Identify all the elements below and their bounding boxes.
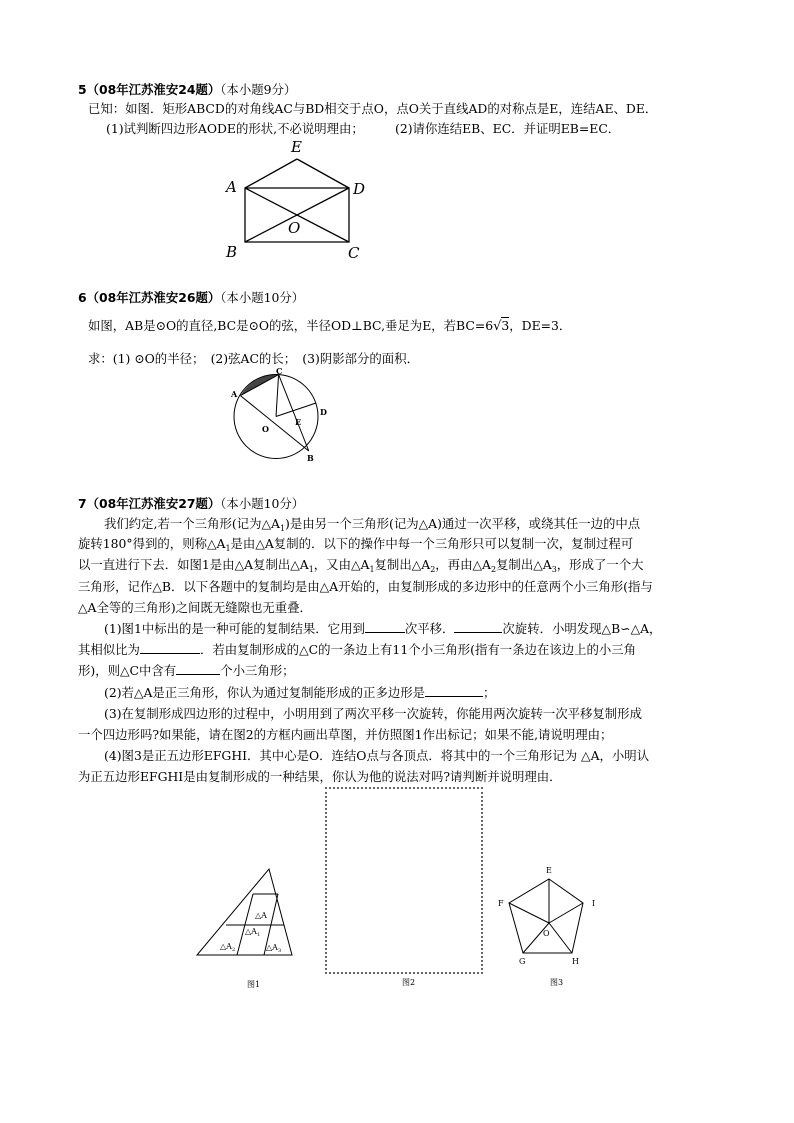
q6-label-b: B	[307, 453, 314, 463]
q7-s4-text: (2)若△A是正三角形，你认为通过复制能形成的正多边形是	[104, 685, 426, 700]
q6-heading-score: （本小题10分）	[220, 290, 305, 305]
q6-radius-od	[276, 403, 316, 417]
q5-part1: (1)试判断四边形AODE的形状,不必说明理由；	[106, 121, 364, 136]
fig3-oi	[549, 903, 583, 923]
q7-s1-text: (1)图1中标出的是一种可能的复制结果．它用到	[104, 621, 365, 636]
q5-label-e: E	[291, 138, 302, 156]
q7-s8: 为正五边形EFGHI是由复制形成的一种结果，你认为他的说法对吗?请判断并说明理由．	[78, 769, 562, 784]
fig3-of	[509, 903, 549, 923]
q7-p3-e: 复制出△A	[496, 557, 552, 572]
q7-p2-text: 旋转180°得到的，则称△A	[78, 536, 226, 551]
fig3-label-o: O	[543, 929, 550, 938]
q5-label-b: B	[226, 243, 238, 261]
q7-s2-tail: ．若由复制形成的△C的一条边上有11个小三角形(指有一条边在该边上的小三角	[199, 642, 637, 657]
q7-p3-sub4: 2	[490, 565, 497, 574]
q7-s1	[104, 619, 661, 638]
fig1-label-a3: $\triangle A_3$	[266, 943, 282, 954]
q7-figure1	[192, 855, 302, 995]
q7-s4	[104, 683, 495, 702]
q6-label-a: A	[231, 389, 238, 399]
q7-s4-tail: ；	[483, 685, 496, 700]
answer-blank-rotations[interactable]	[454, 620, 502, 633]
fig1-caption: 图1	[247, 980, 261, 989]
q7-heading-bold: 7（08年江苏淮安27题）	[78, 496, 221, 511]
q7-p3-sub2: 1	[369, 565, 375, 574]
q7-s6: 一个四边形吗?如果能，请在图2的方框内画出草图，并仿照图1作出标记；如果不能,请说明理由；	[78, 727, 613, 742]
q6-circle-figure	[222, 366, 342, 466]
fig3-oh	[549, 923, 572, 953]
q7-p3	[78, 555, 644, 576]
q7-p2-tail: 是由△A复制的．以下的操作中每一个三角形只可以复制一次，复制过程可	[230, 536, 634, 551]
q7-p3-sub3: 2	[430, 565, 436, 574]
answer-blank-ratio[interactable]	[140, 641, 200, 654]
q7-p5: △A全等的三角形)之间既无缝隙也无重叠．	[78, 600, 312, 615]
q7-p1	[104, 514, 640, 535]
fig3-caption: 图3	[550, 978, 564, 987]
q7-s7: (4)图3是正五边形EFGHI．其中心是O．连结O点与各顶点．将其中的一个三角形记为 △A，小明认	[104, 748, 650, 763]
fig1-label-a1: $\triangle A_1$	[245, 927, 261, 938]
q7-s3	[78, 661, 295, 680]
q5-segment-de	[297, 159, 349, 188]
q6-heading-bold: 6（08年江苏淮安26题）	[78, 290, 221, 305]
answer-blank-count[interactable]	[176, 662, 220, 675]
q6-label-o: O	[262, 424, 269, 434]
q7-s5: (3)在复制形成四边形的过程中，小明用到了两次平移一次旋转，你能用两次旋转一次平移复制形成	[104, 706, 642, 721]
fig3-pentagon-efghi	[509, 879, 583, 953]
q5-part2: (2)请你连结EB、EC．并证明EB=EC．	[395, 121, 621, 136]
q7-s3-tail: 个小三角形；	[220, 663, 295, 678]
q7-s2	[78, 640, 636, 659]
fig2-caption: 图2	[402, 978, 416, 987]
q6-line1-tail: ，DE=3．	[509, 318, 572, 333]
q5-heading	[78, 80, 296, 99]
q6-line2: 求：(1) ⊙O的半径； (2)弦AC的长； (3)阴影部分的面积．	[88, 351, 419, 366]
q7-p1-tail: )是由另一个三角形(记为△A)通过一次平移，或绕其任一边的中点	[285, 516, 641, 531]
q7-p3-f: ，形成了一个大	[556, 557, 644, 572]
fig3-label-h: H	[572, 957, 579, 966]
q6-label-c: C	[276, 366, 283, 376]
q6-line1	[88, 316, 571, 336]
q6-heading	[78, 288, 304, 307]
fig3-label-e: E	[546, 866, 552, 875]
q7-p3-sub5: 3	[551, 565, 557, 574]
q5-heading-score: （本小题9分）	[220, 82, 297, 97]
q5-label-d: D	[353, 180, 366, 198]
q7-heading	[78, 494, 304, 513]
q6-label-e: E	[295, 417, 302, 427]
answer-blank-translations[interactable]	[365, 620, 405, 633]
fig3-label-i: I	[592, 899, 596, 908]
fig3-label-f: F	[498, 899, 504, 908]
q7-p2-sub: 1	[225, 544, 231, 553]
q5-label-c: C	[348, 244, 360, 262]
q7-s2-text: 其相似比为	[78, 642, 140, 657]
q6-line1-text: 如图，AB是⊙O的直径,BC是⊙O的弦，半径OD⊥BC,垂足为E，若BC=6	[88, 318, 494, 333]
q7-p3-b: ，又由△A	[313, 557, 370, 572]
q5-rectangle-figure	[215, 135, 375, 265]
q7-p1-sub: 1	[279, 524, 286, 533]
q7-p3-sub1: 1	[308, 565, 314, 574]
q7-p3-d: ，再由△A	[435, 557, 491, 572]
q5-line1: 已知：如图．矩形ABCD的对角线AC与BD相交于点O，点O关于直线AD的对称点是E，连结AE、DE．	[88, 101, 658, 116]
q7-p3-a: 以一直进行下去．如图1是由△A复制出△A	[78, 557, 309, 572]
answer-blank-polygon[interactable]	[425, 684, 483, 697]
fig3-og	[523, 923, 549, 953]
fig1-label-a: △A	[255, 911, 267, 920]
q7-s1-mid: 次平移．	[404, 621, 455, 636]
q7-p2	[78, 534, 633, 555]
q7-s3-text: 形)，则△C中含有	[78, 663, 177, 678]
q7-p3-c: 复制出△A	[374, 557, 431, 572]
q7-heading-score: （本小题10分）	[220, 496, 305, 511]
q7-p1-text: 我们约定,若一个三角形(记为△A	[104, 516, 280, 531]
fig2-drawing-box[interactable]	[325, 787, 483, 974]
fig3-label-g: G	[519, 957, 526, 966]
q7-s1-tail: 次旋转．小明发现△B∽△A，	[502, 621, 662, 636]
q6-sqrt-value: 3	[501, 318, 510, 333]
q6-label-d: D	[320, 407, 327, 417]
q7-figure3-pentagon	[495, 860, 605, 1000]
sqrt-icon: √	[493, 319, 502, 334]
q5-label-a: A	[226, 178, 237, 196]
q7-p4: 三角形，记作△B．以下各题中的复制均是由△A开始的，由复制形成的多边形中的任意两个小三角形(指与	[78, 579, 653, 594]
q5-segment-ae	[245, 159, 297, 188]
q6-radius-oc	[276, 375, 279, 417]
fig1-label-a2: $\triangle A_2$	[220, 942, 236, 953]
q5-label-o: O	[288, 219, 301, 237]
q5-heading-bold: 5（08年江苏淮安24题）	[78, 82, 221, 97]
